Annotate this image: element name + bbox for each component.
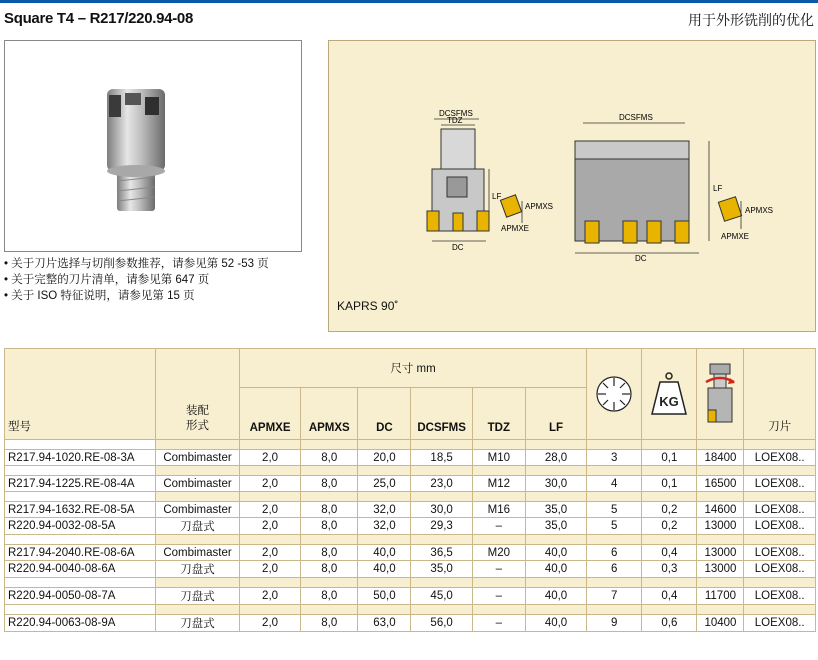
cell-tdz: M20: [472, 545, 525, 561]
cell-tdz: –: [472, 561, 525, 578]
teeth-count-icon: [594, 374, 634, 414]
table-row: [5, 502, 816, 518]
cell-dcsfms: 56,0: [411, 615, 472, 632]
cell-z: 5: [587, 502, 642, 518]
cell-apmxs: 8,0: [301, 476, 358, 492]
col-header-dc: DC: [358, 388, 411, 440]
cell-dcsfms: 29,3: [411, 518, 472, 535]
cell-code: R217.94-1020.RE-08-3A: [5, 450, 156, 466]
cell-tdz: –: [472, 588, 525, 605]
col-header-insert: 刀片: [744, 349, 816, 440]
teeth-count-column-header: [587, 349, 642, 440]
page-subtitle: 用于外形铣削的优化: [688, 13, 814, 29]
col-header-apmxe: APMXE: [239, 388, 300, 440]
cell-kg: 0,4: [642, 545, 697, 561]
cell-dc: 32,0: [358, 518, 411, 535]
cell-rpm: 16500: [697, 476, 744, 492]
cell-lf: 35,0: [525, 502, 586, 518]
table-row: [5, 450, 816, 466]
row-spacer: [5, 578, 816, 588]
max-rpm-icon: [702, 362, 738, 426]
cell-insert: LOEX08..: [744, 615, 816, 632]
cell-insert: LOEX08..: [744, 450, 816, 466]
cell-mount: 刀盘式: [156, 561, 240, 578]
dimension-diagram: [328, 40, 816, 332]
cell-kg: 0,4: [642, 588, 697, 605]
col-header-mount: [156, 349, 240, 440]
table-row: [5, 545, 816, 561]
cell-mount: 刀盘式: [156, 615, 240, 632]
cell-code: R220.94-0063-08-9A: [5, 615, 156, 632]
cell-kg: 0,2: [642, 518, 697, 535]
dimension-drawing: [329, 41, 815, 291]
cell-z: 6: [587, 545, 642, 561]
cell-lf: 35,0: [525, 518, 586, 535]
label-apmxe-big: APMXE: [721, 232, 750, 241]
cell-rpm: 18400: [697, 450, 744, 466]
product-photo: [4, 40, 302, 252]
cell-insert: LOEX08..: [744, 545, 816, 561]
specification-table: [4, 348, 816, 632]
cell-insert: LOEX08..: [744, 502, 816, 518]
cell-dcsfms: 36,5: [411, 545, 472, 561]
cell-apmxe: 2,0: [239, 561, 300, 578]
label-tdz: TDZ: [447, 116, 463, 125]
cell-insert: LOEX08..: [744, 476, 816, 492]
cell-lf: 40,0: [525, 545, 586, 561]
row-spacer: [5, 466, 816, 476]
cell-mount: 刀盘式: [156, 518, 240, 535]
table-row: [5, 615, 816, 632]
cell-apmxs: 8,0: [301, 545, 358, 561]
row-spacer: [5, 605, 816, 615]
cutter-illustration: [5, 41, 301, 251]
row-spacer: [5, 440, 816, 450]
label-apmxs-small: APMXS: [525, 202, 554, 211]
cell-apmxs: 8,0: [301, 502, 358, 518]
label-apmxe-small: APMXE: [501, 224, 530, 233]
label-dc-big: DC: [635, 254, 647, 263]
table-row: [5, 476, 816, 492]
cell-code: R217.94-1225.RE-08-4A: [5, 476, 156, 492]
note-line: • 关于完整的刀片清单，请参见第 647 页: [4, 274, 210, 286]
row-spacer: [5, 535, 816, 545]
cell-dcsfms: 30,0: [411, 502, 472, 518]
cell-rpm: 13000: [697, 561, 744, 578]
label-dc-small: DC: [452, 243, 464, 252]
cell-lf: 40,0: [525, 615, 586, 632]
cell-apmxe: 2,0: [239, 518, 300, 535]
col-header-lf: LF: [525, 388, 586, 440]
cell-apmxs: 8,0: [301, 615, 358, 632]
cell-mount: 刀盘式: [156, 588, 240, 605]
cell-z: 7: [587, 588, 642, 605]
cell-mount: Combimaster: [156, 502, 240, 518]
cell-rpm: 13000: [697, 545, 744, 561]
cell-dc: 40,0: [358, 545, 411, 561]
cell-apmxe: 2,0: [239, 588, 300, 605]
cell-z: 5: [587, 518, 642, 535]
cell-tdz: M16: [472, 502, 525, 518]
label-dcsfms-big: DCSFMS: [619, 113, 653, 122]
cell-mount: Combimaster: [156, 545, 240, 561]
cell-kg: 0,1: [642, 476, 697, 492]
cell-apmxe: 2,0: [239, 615, 300, 632]
cell-kg: 0,3: [642, 561, 697, 578]
col-header-tdz: TDZ: [472, 388, 525, 440]
cell-apmxe: 2,0: [239, 502, 300, 518]
cell-apmxs: 8,0: [301, 561, 358, 578]
table-row: [5, 588, 816, 605]
label-lf-small: LF: [492, 192, 502, 201]
page-title: Square T4 – R217/220.94-08: [4, 10, 193, 27]
cell-dc: 20,0: [358, 450, 411, 466]
cell-insert: LOEX08..: [744, 561, 816, 578]
cell-rpm: 13000: [697, 518, 744, 535]
note-line: • 关于刀片选择与切削参数推荐，请参见第 52 -53 页: [4, 258, 269, 270]
cell-tdz: –: [472, 518, 525, 535]
cell-tdz: –: [472, 615, 525, 632]
cell-dc: 32,0: [358, 502, 411, 518]
cell-apmxs: 8,0: [301, 450, 358, 466]
max-rpm-column-header: [697, 349, 744, 440]
col-header-model: 型号: [5, 349, 156, 440]
col-header-apmxs: APMXS: [301, 388, 358, 440]
note-line: • 关于 ISO 特征说明，请参见第 15 页: [4, 290, 195, 302]
cell-dcsfms: 23,0: [411, 476, 472, 492]
cell-rpm: 10400: [697, 615, 744, 632]
cell-z: 3: [587, 450, 642, 466]
cell-z: 4: [587, 476, 642, 492]
weight-label: KG: [659, 394, 680, 409]
cell-apmxs: 8,0: [301, 588, 358, 605]
cell-code: R220.94-0050-08-7A: [5, 588, 156, 605]
table-body: [5, 440, 816, 632]
cell-lf: 28,0: [525, 450, 586, 466]
cell-lf: 30,0: [525, 476, 586, 492]
cell-lf: 40,0: [525, 561, 586, 578]
cell-code: R217.94-2040.RE-08-6A: [5, 545, 156, 561]
reference-notes: [4, 256, 269, 304]
cell-code: R220.94-0032-08-5A: [5, 518, 156, 535]
cell-rpm: 14600: [697, 502, 744, 518]
cell-insert: LOEX08..: [744, 518, 816, 535]
cell-mount: Combimaster: [156, 450, 240, 466]
cell-dcsfms: 18,5: [411, 450, 472, 466]
mount-header-line2: 形式: [186, 420, 210, 432]
col-header-dimensions: 尺寸 mm: [239, 349, 586, 388]
cell-dcsfms: 45,0: [411, 588, 472, 605]
table-header-row: [5, 349, 816, 388]
row-spacer: [5, 492, 816, 502]
label-apmxs-big: APMXS: [745, 206, 774, 215]
cell-code: R220.94-0040-08-6A: [5, 561, 156, 578]
mount-header-line1: 装配: [186, 405, 210, 417]
cell-kg: 0,6: [642, 615, 697, 632]
cell-kg: 0,1: [642, 450, 697, 466]
cell-dc: 40,0: [358, 561, 411, 578]
cell-dc: 63,0: [358, 615, 411, 632]
cell-kg: 0,2: [642, 502, 697, 518]
cell-tdz: M10: [472, 450, 525, 466]
table-row: [5, 561, 816, 578]
cell-apmxs: 8,0: [301, 518, 358, 535]
cell-z: 6: [587, 561, 642, 578]
table-row: [5, 518, 816, 535]
cell-dcsfms: 35,0: [411, 561, 472, 578]
weight-column-header: [642, 349, 697, 440]
cell-rpm: 11700: [697, 588, 744, 605]
top-accent-bar: [0, 0, 818, 3]
weight-icon: [646, 370, 692, 418]
col-header-dcsfms: DCSFMS: [411, 388, 472, 440]
cell-apmxe: 2,0: [239, 545, 300, 561]
label-lf-big: LF: [713, 184, 723, 193]
cell-lf: 40,0: [525, 588, 586, 605]
cell-dc: 25,0: [358, 476, 411, 492]
small-cutter-drawing: [427, 129, 522, 231]
cell-apmxe: 2,0: [239, 450, 300, 466]
cell-dc: 50,0: [358, 588, 411, 605]
label-dcsfms-small: DCSFMS: [439, 109, 473, 118]
cell-apmxe: 2,0: [239, 476, 300, 492]
cell-mount: Combimaster: [156, 476, 240, 492]
cell-insert: LOEX08..: [744, 588, 816, 605]
cell-code: R217.94-1632.RE-08-5A: [5, 502, 156, 518]
cell-z: 9: [587, 615, 642, 632]
cell-tdz: M12: [472, 476, 525, 492]
kapr-label: KAPRS 90˚: [337, 299, 399, 313]
